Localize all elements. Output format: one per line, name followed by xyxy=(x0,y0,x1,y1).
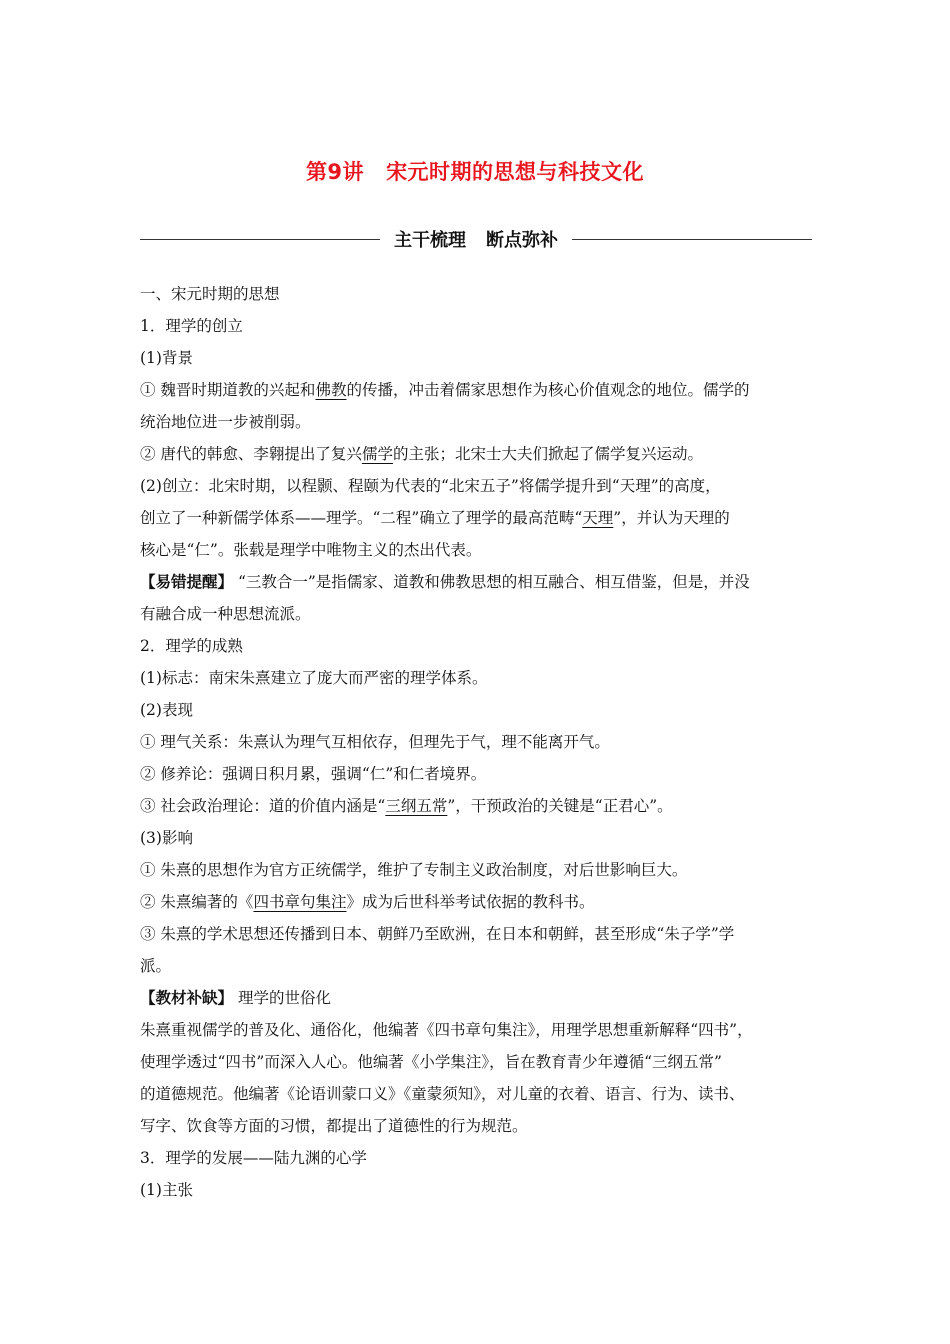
text-line xyxy=(140,438,812,470)
bold-callout: 【教材补缺】 xyxy=(140,988,234,1007)
text-segment: 朱熹重视儒学的普及化、通俗化，他编著《四书章句集注》，用理学思想重新解释“四书”， xyxy=(140,1021,753,1039)
text-segment: ③ 朱熹的学术思想还传播到日本、朝鲜乃至欧洲，在日本和朝鲜，甚至形成“朱子学”学 xyxy=(140,925,735,943)
text-line xyxy=(140,1078,812,1110)
text-segment: 的道德规范。他编著《论语训蒙口义》《童蒙须知》，对儿童的衣着、语言、行为、读书、 xyxy=(140,1085,745,1103)
text-line xyxy=(140,662,812,694)
text-segment: ”，干预政治的关键是“正君心”。 xyxy=(447,797,673,815)
text-line xyxy=(140,822,812,854)
text-line xyxy=(140,342,812,374)
text-line xyxy=(140,854,812,886)
text-segment: (2)创立：北宋时期，以程颢、程颐为代表的“北宋五子”将儒学提升到“天理”的高度， xyxy=(140,477,721,495)
text-segment: 的主张；北宋士大夫们掀起了儒学复兴运动。 xyxy=(392,445,703,463)
text-segment: ② 朱熹编著的《 xyxy=(140,893,254,911)
text-line xyxy=(140,630,812,662)
text-line xyxy=(140,566,812,598)
text-segment: 使理学透过“四书”而深入人心。他编著《小学集注》，旨在教育青少年遵循“三纲五常” xyxy=(140,1053,722,1071)
text-segment: 1．理学的创立 xyxy=(140,317,243,335)
section-rule-left xyxy=(140,239,380,240)
text-line xyxy=(140,406,812,438)
document-body xyxy=(140,278,812,1206)
text-line xyxy=(140,1174,812,1206)
underlined-term: 儒学 xyxy=(361,445,393,463)
underlined-term: 四书章句集注 xyxy=(253,893,347,911)
text-segment: ③ 社会政治理论：道的价值内涵是“ xyxy=(140,797,386,815)
text-line xyxy=(140,534,812,566)
text-line xyxy=(140,1110,812,1142)
text-segment: (1)背景 xyxy=(140,349,193,367)
text-segment: “三教合一”是指儒家、道教和佛教思想的相互融合、相互借鉴，但是，并没 xyxy=(233,573,750,591)
text-segment: ① 理气关系：朱熹认为理气互相依存，但理先于气，理不能离开气。 xyxy=(140,733,610,751)
text-segment: (2)表现 xyxy=(140,701,193,719)
text-line xyxy=(140,1142,812,1174)
text-segment: 写字、饮食等方面的习惯，都提出了道德性的行为规范。 xyxy=(140,1117,528,1135)
section-label xyxy=(380,226,572,252)
text-line xyxy=(140,502,812,534)
text-line xyxy=(140,950,812,982)
section-label-left: 主干梳理 xyxy=(394,230,466,251)
text-segment: 2．理学的成熟 xyxy=(140,637,243,655)
section-label-right: 断点弥补 xyxy=(486,230,558,251)
text-segment: 创立了一种新儒学体系——理学。“二程”确立了理学的最高范畴“ xyxy=(140,509,583,527)
text-line xyxy=(140,598,812,630)
text-line xyxy=(140,918,812,950)
text-segment: 派。 xyxy=(140,957,172,975)
underlined-term: 天理 xyxy=(582,509,614,527)
bold-callout: 【易错提醒】 xyxy=(140,572,234,591)
text-line xyxy=(140,470,812,502)
text-line xyxy=(140,374,812,406)
page-title xyxy=(0,156,950,186)
text-line xyxy=(140,278,812,310)
text-segment: 核心是“仁”。张载是理学中唯物主义的杰出代表。 xyxy=(140,541,482,559)
text-segment: (3)影响 xyxy=(140,829,193,847)
text-line xyxy=(140,758,812,790)
text-line xyxy=(140,726,812,758)
text-segment: 的传播，冲击着儒家思想作为核心价值观念的地位。儒学的 xyxy=(346,381,750,399)
text-segment: 一、宋元时期的思想 xyxy=(140,285,280,303)
text-segment: ① 朱熹的思想作为官方正统儒学，维护了专制主义政治制度，对后世影响巨大。 xyxy=(140,861,688,879)
text-segment: ① 魏晋时期道教的兴起和 xyxy=(140,381,316,399)
text-line xyxy=(140,886,812,918)
underlined-term: 三纲五常 xyxy=(385,797,448,815)
text-segment: ② 修养论：强调日积月累，强调“仁”和仁者境界。 xyxy=(140,765,487,783)
text-segment: 》成为后世科举考试依据的教科书。 xyxy=(346,893,595,911)
text-line xyxy=(140,310,812,342)
text-line xyxy=(140,694,812,726)
text-line xyxy=(140,982,812,1014)
text-line xyxy=(140,1046,812,1078)
text-segment: 理学的世俗化 xyxy=(233,989,331,1007)
section-rule-right xyxy=(572,239,812,240)
text-segment: (1)主张 xyxy=(140,1181,193,1199)
text-segment: 统治地位进一步被削弱。 xyxy=(140,413,311,431)
section-header xyxy=(140,226,812,252)
text-segment: ”，并认为天理的 xyxy=(613,509,730,527)
lecture-topic: 宋元时期的思想与科技文化 xyxy=(386,160,645,184)
text-segment: 3．理学的发展——陆九渊的心学 xyxy=(140,1149,367,1167)
text-line xyxy=(140,790,812,822)
lecture-number: 第9讲 xyxy=(305,160,365,184)
text-segment: (1)标志：南宋朱熹建立了庞大而严密的理学体系。 xyxy=(140,669,488,687)
text-segment: ② 唐代的韩愈、李翱提出了复兴 xyxy=(140,445,362,463)
underlined-term: 佛教 xyxy=(315,381,347,399)
text-line xyxy=(140,1014,812,1046)
text-segment: 有融合成一种思想流派。 xyxy=(140,605,311,623)
